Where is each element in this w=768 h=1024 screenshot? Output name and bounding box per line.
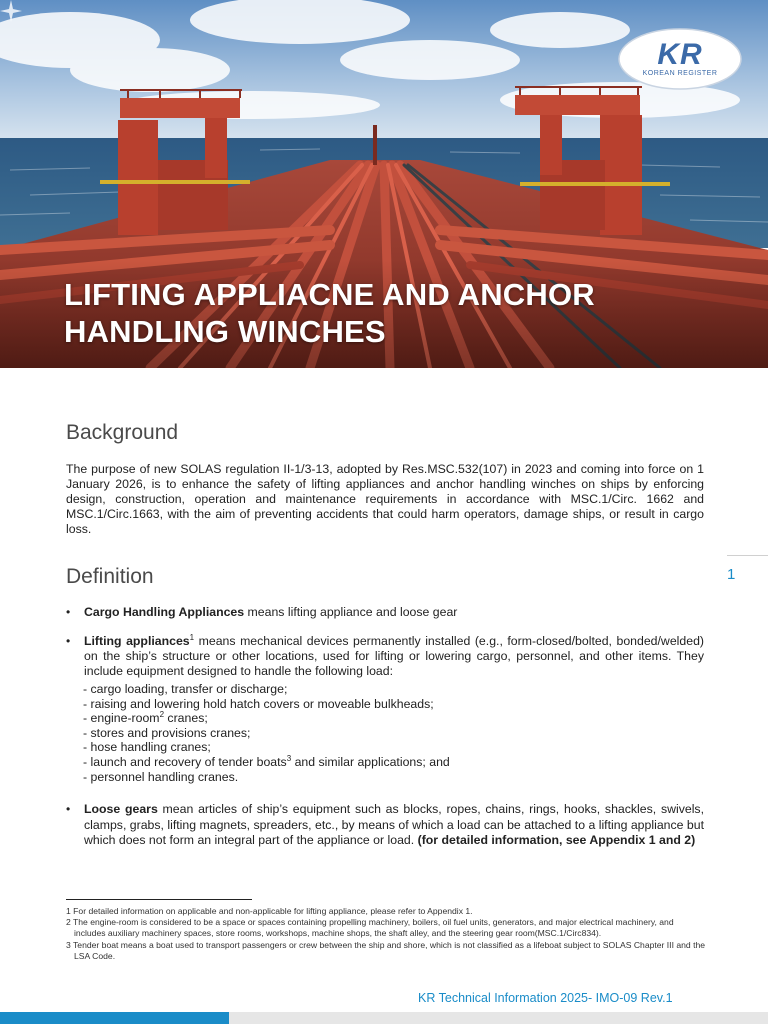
kr-logo xyxy=(618,28,742,90)
page-number: 1 xyxy=(727,566,736,583)
footer-text: KR Technical Information 2025- IMO-09 Rev.1 xyxy=(418,991,673,1005)
list-item: - stores and provisions cranes; xyxy=(83,725,251,740)
list-item: - launch and recovery of tender boats$^3$ and similar applications; and xyxy=(83,753,450,769)
background-paragraph: The purpose of new SOLAS regulation II-1/3-13, adopted by Res.MSC.532(107) in 2023 and coming into force on 1 January 2026, is to enhance the safety of lifting appliances and anchor handling winches on ships by enforcing design, construction, operation and maintenance requirements in accordance with MSC.1/Circ. 1662 and MSC.1/Circ.1663, with the aim of preventing accidents that could harm operators, damage ships, or result in cargo loss. xyxy=(66,462,704,536)
definition-heading: Definition xyxy=(66,565,154,588)
footnote-rule xyxy=(66,899,252,900)
term-cargo-handling: Cargo Handling Appliances xyxy=(84,605,245,619)
footnotes xyxy=(66,906,706,962)
definition-item-loose-gears xyxy=(66,802,704,864)
definition-item-lifting-appliances xyxy=(66,634,704,680)
bullet-icon: • xyxy=(66,802,71,816)
list-item: - engine-room$^2$ cranes; xyxy=(83,710,208,726)
list-item: - cargo loading, transfer or discharge; xyxy=(83,682,288,696)
background-heading: Background xyxy=(66,421,179,444)
definition-item-cargo-handling xyxy=(66,605,704,621)
lifting-load-list xyxy=(83,682,703,784)
page-number-divider xyxy=(727,555,768,556)
term-lifting-appliances: Lifting appliances xyxy=(84,634,190,648)
bullet-icon: • xyxy=(66,605,71,619)
list-item: - raising and lowering hold hatch covers or moveable bulkheads; xyxy=(83,696,434,711)
appendix-reference: (for detailed information, see Appendix 1 and 2) xyxy=(417,833,696,847)
page-title xyxy=(64,276,704,350)
title-line-2: HANDLING WINCHES xyxy=(64,314,386,349)
footer-bar xyxy=(229,1012,768,1024)
definition-text: mean articles of ship’s equipment such as blocks, ropes, chains, rings, hooks, shackles, swivels, clamps, grabs, lifting magnets, spreaders, etc., by means of which a load can be attached to a lifting appliance but which does not form an integral part of the appliance or load. xyxy=(84,802,704,847)
footnote-ref: 3 xyxy=(286,753,292,763)
footnote: 3 Tender boat means a boat used to transport passengers or crew between the ship and shore, which is not classified as a lifeboat subject to SOLAS Chapter III and the LSA Code. xyxy=(66,939,706,961)
footnote: 2 The engine-room is considered to be a space or spaces containing propelling machinery, boilers, oil fuel units, generators, and major electrical machinery, and includes auxiliary machinery spaces, store rooms, workshops, machine shops, the shaft alley, and the steering gear room(MSC.1/Circ834). xyxy=(66,917,674,939)
title-line-1: LIFTING APPLIACNE AND ANCHOR xyxy=(64,277,595,312)
footnote: 1 For detailed information on applicable and non-applicable for lifting appliance, please refer to Appendix 1. xyxy=(66,906,473,916)
footnote-ref: 1 xyxy=(189,632,195,642)
footer-bar-accent xyxy=(0,1012,229,1024)
logo-subtext: KOREAN REGISTER xyxy=(642,70,718,77)
footnote-ref: 2 xyxy=(159,710,165,720)
logo-text: KR xyxy=(657,38,703,71)
sparkle-icon xyxy=(0,0,22,22)
term-loose-gears: Loose gears xyxy=(84,802,158,816)
hero-banner xyxy=(0,0,768,368)
list-item: - personnel handling cranes. xyxy=(83,769,239,784)
list-item: - hose handling cranes; xyxy=(83,740,211,755)
definition-text: means lifting appliance and loose gear xyxy=(244,605,458,619)
definition-text: means mechanical devices permanently installed (e.g., form-closed/bolted, bonded/welded) on the ship’s structure or other locations, used for lifting or lowering cargo, personnel, and other items. They include equipment designed to handle the following load: xyxy=(84,634,704,678)
bullet-icon: • xyxy=(66,634,71,648)
